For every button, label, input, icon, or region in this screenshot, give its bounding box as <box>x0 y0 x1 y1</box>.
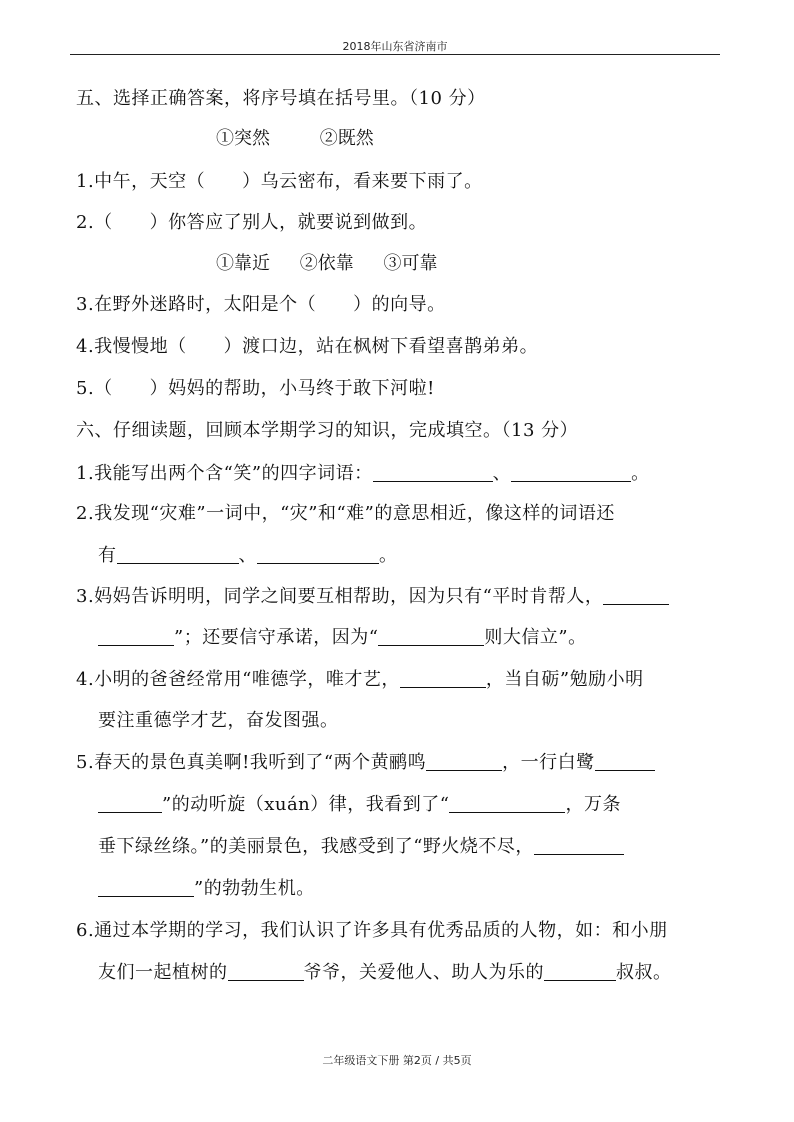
option-b2: ②依靠 <box>299 253 354 274</box>
answer-blank[interactable] <box>449 792 565 813</box>
s6-question-5-line1: 5.春天的景色真美啊!我听到了“两个黄鹂鸣 ，一行白鹭 <box>76 750 655 776</box>
s5-question-2: 2.（ ）你答应了别人，就要说到做到。 <box>76 212 428 233</box>
answer-blank[interactable] <box>595 750 655 771</box>
option-a2: ②既然 <box>319 128 374 149</box>
answer-blank[interactable] <box>98 876 194 897</box>
answer-blank[interactable] <box>228 960 304 981</box>
s6-question-5-line3: 垂下绿丝绦。”的美丽景色，我感受到了“野火烧不尽， <box>98 834 624 860</box>
s6-question-2-line1: 2.我发现“灾难”一词中，“灾”和“难”的意思相近，像这样的词语还 <box>76 503 615 524</box>
answer-blank[interactable] <box>373 461 493 482</box>
s5-question-5: 5.（ ）妈妈的帮助，小马终于敢下河啦! <box>76 378 435 399</box>
answer-blank[interactable] <box>117 543 239 564</box>
s6-question-3-line1: 3.妈妈告诉明明，同学之间要互相帮助，因为只有“平时肯帮人， <box>76 584 669 610</box>
answer-blank[interactable] <box>400 667 486 688</box>
s6-question-2-line2: 有 、 。 <box>98 545 398 566</box>
answer-blank[interactable] <box>603 584 669 605</box>
s6-question-4-line2: 要注重德学才艺，奋发图强。 <box>98 710 339 731</box>
section-5-title: 五、选择正确答案，将序号填在括号里。（10 分） <box>76 88 486 109</box>
answer-blank[interactable] <box>534 834 624 855</box>
options-row-a <box>216 126 374 152</box>
s6-question-5-line4: ”的勃勃生机。 <box>98 876 315 902</box>
page-header: 2018年山东省济南市 <box>342 40 448 53</box>
option-b3: ③可靠 <box>383 253 438 274</box>
answer-blank[interactable] <box>511 461 631 482</box>
s6-question-5-line2: ”的动听旋（xuán）律，我看到了“ ，万条 <box>98 792 621 818</box>
s5-question-4: 4.我慢慢地（ ）渡口边，站在枫树下看望喜鹊弟弟。 <box>76 336 539 357</box>
options-row-b <box>216 251 437 277</box>
s5-question-1: 1.中午，天空（ ）乌云密布，看来要下雨了。 <box>76 171 483 192</box>
answer-blank[interactable] <box>426 750 502 771</box>
answer-blank[interactable] <box>98 625 174 646</box>
page-footer: 二年级语文下册 第2页 / 共5页 <box>322 1054 472 1067</box>
option-a1: ①突然 <box>216 128 270 149</box>
option-b1: ①靠近 <box>216 253 270 274</box>
answer-blank[interactable] <box>544 960 616 981</box>
answer-blank[interactable] <box>378 625 484 646</box>
s6-question-4-line1: 4.小明的爸爸经常用“唯德学，唯才艺， ，当自砺”勉励小明 <box>76 669 644 690</box>
s6-question-6-line1: 6.通过本学期的学习，我们认识了许多具有优秀品质的人物，如：和小朋 <box>76 920 668 941</box>
answer-blank[interactable] <box>257 543 379 564</box>
s6-question-6-line2: 友们一起植树的 爷爷，关爱他人、助人为乐的 叔叔。 <box>98 962 672 983</box>
s6-question-3-line2: ”；还要信守承诺，因为“ 则大信立”。 <box>98 625 587 651</box>
s6-question-1: 1.我能写出两个含“笑”的四字词语： 、 。 <box>76 463 650 484</box>
s5-question-3: 3.在野外迷路时，太阳是个（ ）的向导。 <box>76 294 446 315</box>
section-6-title: 六、仔细读题，回顾本学期学习的知识，完成填空。（13 分） <box>76 420 579 441</box>
header-rule <box>70 54 720 55</box>
answer-blank[interactable] <box>98 792 162 813</box>
